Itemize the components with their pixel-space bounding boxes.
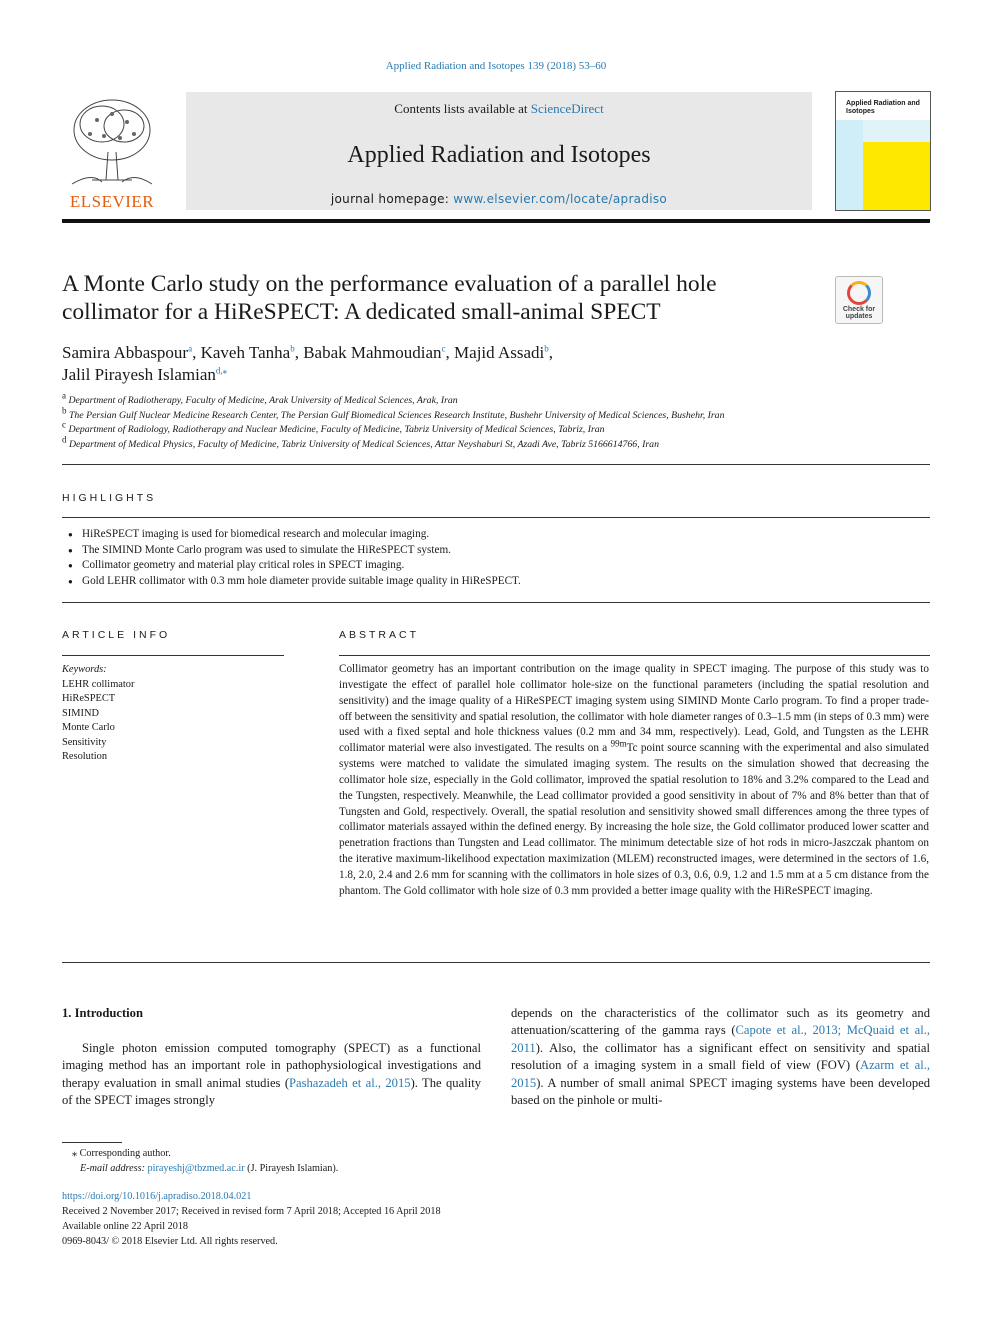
copyright: 0969-8043/ © 2018 Elsevier Ltd. All rights reserved. — [62, 1236, 278, 1247]
article-title: A Monte Carlo study on the performance evaluation of a parallel hole collimator for a HiReSPECT: A dedicated small-animal SPECT — [62, 271, 717, 325]
crossmark-text — [836, 306, 882, 320]
affiliation-text: Department of Radiotherapy, Faculty of Medicine, Arak University of Medical Sciences, Arak, Iran — [68, 395, 458, 406]
email-suffix: (J. Pirayesh Islamian). — [244, 1163, 339, 1174]
author-name[interactable]: Kaveh Tanha — [200, 343, 291, 362]
highlights-top-rule — [62, 517, 930, 518]
author-separator: , — [192, 343, 201, 362]
affiliation-divider — [62, 464, 930, 465]
affiliation-text: The Persian Gulf Nuclear Medicine Research Center, The Persian Gulf Biomedical Sciences Research Institute, Bushehr University of Medical Sciences, Bushehr, Iran — [68, 409, 725, 421]
homepage-line — [186, 192, 812, 206]
cover-band — [863, 120, 930, 142]
abstract-bottom-rule — [62, 962, 930, 963]
affiliation-key: c — [62, 419, 66, 430]
affiliation-item — [62, 419, 930, 438]
crossmark-line2: updates — [845, 313, 873, 320]
elsevier-logo — [62, 92, 162, 210]
email-line — [62, 1161, 562, 1176]
abstract-rule — [339, 655, 930, 656]
affiliation-list — [62, 390, 930, 452]
citation-link[interactable]: Capote et al., 2013; McQuaid et al., 2011 — [511, 1023, 930, 1055]
keywords-label: Keywords: — [62, 664, 107, 675]
isotope-symbol: Tc — [626, 742, 638, 755]
homepage-prefix: journal homepage: — [330, 192, 454, 206]
cover-cyan-block — [836, 120, 863, 210]
author-affiliation-mark[interactable]: b — [290, 343, 295, 354]
intro-left-column — [62, 1040, 481, 1110]
highlight-item: ● The SIMIND Monte Carlo program was used to simulate the HiReSPECT system. — [68, 543, 928, 559]
footnote-rule — [62, 1142, 122, 1143]
author-name[interactable]: Majid Assadi — [454, 343, 545, 362]
abstract-text-part2: point source scanning with the experimental and also simulated systems were matched to validate the simulated imaging system. The results on the simulation showed that decreasing the collimator hole size, especially in the Gold collimator, improved the spatial resolution to 18% and 3.2% compared to the Lead and the Tungsten, respectively. Meanwhile, the Lead collimator provided a good sensitivity in about of 7% and 8% better than that of Tungsten and Gold, respectively. Overall, the spatial resolution and sensitivity showed small differences among the three types of collimator materials assayed within the defined energy. By increasing the hole size, the Gold collimator produced lower scatter and penetration fractions than Tungsten and Lead collimator. The minimum detectable size of hot rods in micro-Jaszczak phantom on the iterative maximum-likelihood expectation maximization (MLEM) reconstructed images, were determined in the sectors of 1.6, 1.8, 2.0, 2.4 and 2.6 mm for scanning with the collimators in hole sizes of 0.3, 0.6, 0.9, 1.2 and 1.5 mm at a 5 cm distance from the phantom. The Gold collimator with hole size of 0.3 mm provided a better image quality with the HiReSPECT imaging. — [339, 742, 929, 897]
intro-text: ). The quality of the SPECT images strongly — [62, 1075, 481, 1108]
affiliation-key: b — [62, 405, 67, 416]
abstract-body — [339, 662, 929, 900]
article-info-label: ARTICLE INFO — [62, 629, 171, 641]
intro-right-column — [511, 1005, 930, 1109]
abstract-label: ABSTRACT — [339, 629, 420, 641]
doi-link[interactable]: https://doi.org/10.1016/j.apradiso.2018.04.021 — [62, 1191, 252, 1202]
highlights-list — [68, 527, 928, 590]
header-divider — [62, 219, 930, 223]
crossmark-icon — [847, 281, 871, 305]
citation-link[interactable]: Pashazadeh et al., 2015 — [289, 1075, 411, 1090]
contents-prefix: Contents lists available at — [394, 101, 531, 116]
author-list — [62, 342, 802, 386]
section-heading-introduction: 1. Introduction — [62, 1006, 143, 1020]
author-affiliation-mark[interactable]: b — [544, 343, 549, 354]
publisher-name: ELSEVIER — [69, 192, 155, 211]
homepage-link[interactable]: www.elsevier.com/locate/apradiso — [453, 192, 668, 206]
author-affiliation-mark[interactable]: c — [441, 343, 446, 354]
highlight-item: ● HiReSPECT imaging is used for biomedical research and molecular imaging. — [68, 527, 928, 543]
keyword-item: SIMIND — [62, 707, 99, 719]
affiliation-item — [62, 405, 930, 424]
cover-yellow-block — [863, 142, 930, 210]
available-online: Available online 22 April 2018 — [62, 1221, 188, 1232]
affiliation-item — [62, 434, 930, 453]
intro-text: depends on the characteristics of the collimator such as its geometry and attenuation/scattering of the gamma rays ( — [511, 1006, 930, 1038]
keyword-item: HiReSPECT — [62, 693, 116, 704]
citation-link[interactable]: Azarm et al., 2015 — [511, 1058, 930, 1090]
email-label: E-mail address: — [80, 1163, 145, 1174]
keyword-item: Monte Carlo — [62, 722, 115, 733]
intro-text: ). A number of small animal SPECT imaging systems have been developed based on the pinhole or multi- — [511, 1075, 930, 1108]
journal-citation[interactable]: Applied Radiation and Isotopes 139 (2018) 53–60 — [385, 60, 607, 72]
sciencedirect-link[interactable]: ScienceDirect — [530, 101, 604, 116]
received-dates: Received 2 November 2017; Received in revised form 7 April 2018; Accepted 16 April 2018 — [62, 1206, 441, 1217]
author-separator: , — [548, 343, 553, 362]
article-info-rule — [62, 655, 284, 656]
affiliation-text: Department of Radiology, Radiotherapy and Nuclear Medicine, Faculty of Medicine, Tabriz University of Medical Sciences, Tabriz, Iran — [68, 424, 605, 436]
highlight-item: ● Collimator geometry and material play critical roles in SPECT imaging. — [68, 558, 928, 574]
contents-line — [186, 101, 812, 117]
highlights-bottom-rule — [62, 602, 930, 603]
author-name[interactable]: Samira Abbaspour — [62, 343, 189, 362]
crossmark-line1: Check for — [842, 306, 876, 313]
author-separator: , — [294, 343, 304, 362]
elsevier-tree-icon — [62, 92, 162, 190]
corresponding-author-note: ⁎ Corresponding author. — [72, 1148, 171, 1159]
author-affiliation-mark[interactable]: d,⁎ — [215, 365, 228, 376]
isotope-superscript: 99m — [610, 738, 627, 749]
journal-cover-thumbnail[interactable] — [835, 91, 931, 211]
journal-name: Applied Radiation and Isotopes — [347, 142, 651, 168]
abstract-text-part1: Collimator geometry has an important contribution on the image quality in SPECT imaging. The purpose of this study was to investigate the effect of parallel hole collimator hole-size on the functional parameters (including the spatial resolution and sensitivity) and the image quality of a HiReSPECT imaging system using SIMIND Monte Carlo program. To find a proper trade-off between the sensitivity and spatial resolution, the collimator with hole diameter ranges of 0.3–1.5 mm (in steps of 0.3 mm) were used with a fixed septal and hole thickness values (0.2 mm and 34 mm, respectively). Lead, Gold, and Tungsten as the LEHR collimator material were also investigated. The results on a — [339, 663, 929, 755]
intro-text: ). Also, the collimator has a significant effect on sensitivity and spatial resolution of a imaging system in a small field of view (FOV) ( — [511, 1040, 930, 1073]
highlight-item: ● Gold LEHR collimator with 0.3 mm hole diameter provide suitable image quality in HiReSPECT. — [68, 574, 928, 590]
affiliation-item — [62, 390, 930, 409]
keyword-item: Sensitivity — [62, 736, 107, 748]
keywords-block — [62, 663, 282, 765]
affiliation-key: a — [62, 390, 66, 401]
author-name[interactable]: Babak Mahmoudian — [303, 343, 442, 362]
intro-text: Single photon emission computed tomography (SPECT) as a functional imaging method has an important role in pathophysiological investigations and therapy evaluation in small animal studies ( — [62, 1041, 481, 1090]
email-link[interactable]: pirayeshj@tbzmed.ac.ir — [147, 1163, 245, 1174]
footnotes — [62, 1146, 562, 1249]
journal-masthead — [186, 92, 812, 210]
highlights-label: HIGHLIGHTS — [62, 492, 157, 504]
check-for-updates-badge[interactable] — [835, 276, 883, 324]
affiliation-key: d — [62, 434, 67, 445]
keyword-item: Resolution — [62, 751, 108, 762]
author-separator: , — [445, 343, 455, 362]
keyword-item: LEHR collimator — [62, 678, 135, 690]
affiliation-text: Department of Medical Physics, Faculty of Medicine, Tabriz University of Medical Sciences, Attar Neyshaburi St, Azadi Ave, Tabriz 5166614766, Iran — [68, 438, 659, 450]
cover-title: Applied Radiation and Isotopes — [846, 100, 920, 115]
author-name[interactable]: Jalil Pirayesh Islamian — [62, 365, 216, 384]
author-affiliation-mark[interactable]: a — [188, 343, 193, 354]
